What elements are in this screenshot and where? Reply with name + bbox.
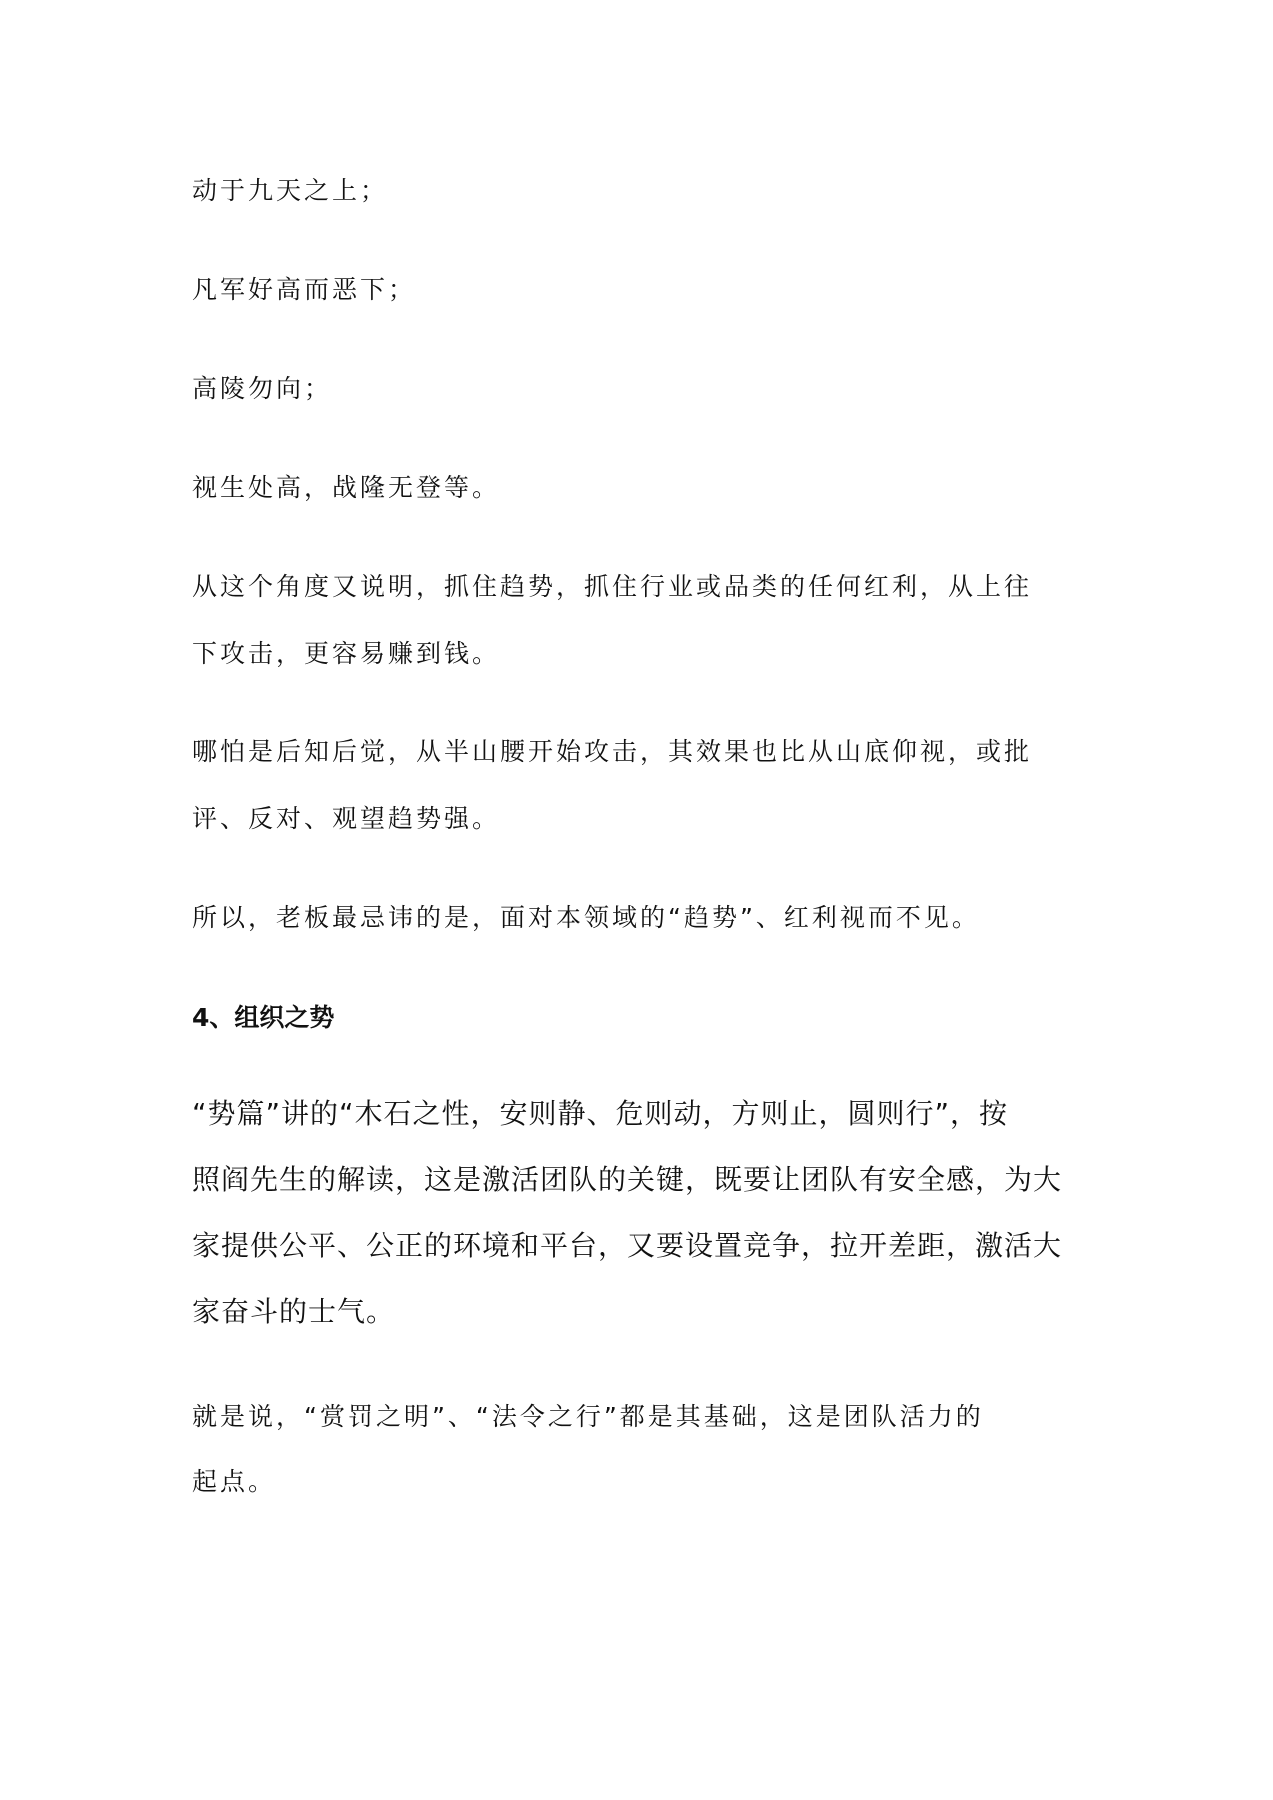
text-line: 哪怕是后知后觉，从半山腰开始攻击，其效果也比从山底仰视，或批 [192, 737, 1033, 766]
text-line: 就是说，“赏罚之明”、“法令之行”都是其基础，这是团队活力的 [192, 1402, 984, 1431]
text-line: 高陵勿向； [192, 374, 333, 403]
text-line: 下攻击，更容易赚到钱。 [192, 639, 501, 668]
text-line: 所以，老板最忌讳的是，面对本领域的“趋势”、红利视而不见。 [192, 903, 980, 932]
text-line: 家奋斗的士气。 [192, 1295, 396, 1328]
text-line: “势篇”讲的“木石之性，安则静、危则动，方则止，圆则行”，按 [192, 1097, 1009, 1130]
section-heading: 4、组织之势 [192, 1003, 335, 1032]
text-line: 起点。 [192, 1467, 277, 1496]
text-line: 照阎先生的解读，这是激活团队的关键，既要让团队有安全感，为大 [192, 1163, 1063, 1196]
text-line: 从这个角度又说明，抓住趋势，抓住行业或品类的任何红利，从上往 [192, 572, 1033, 601]
text-line: 评、反对、观望趋势强。 [192, 804, 501, 833]
text-line: 家提供公平、公正的环境和平台，又要设置竞争，拉开差距，激活大 [192, 1229, 1063, 1262]
text-line: 视生处高，战隆无登等。 [192, 473, 501, 502]
text-line: 凡军好高而恶下； [192, 275, 417, 304]
text-line: 动于九天之上； [192, 176, 389, 205]
